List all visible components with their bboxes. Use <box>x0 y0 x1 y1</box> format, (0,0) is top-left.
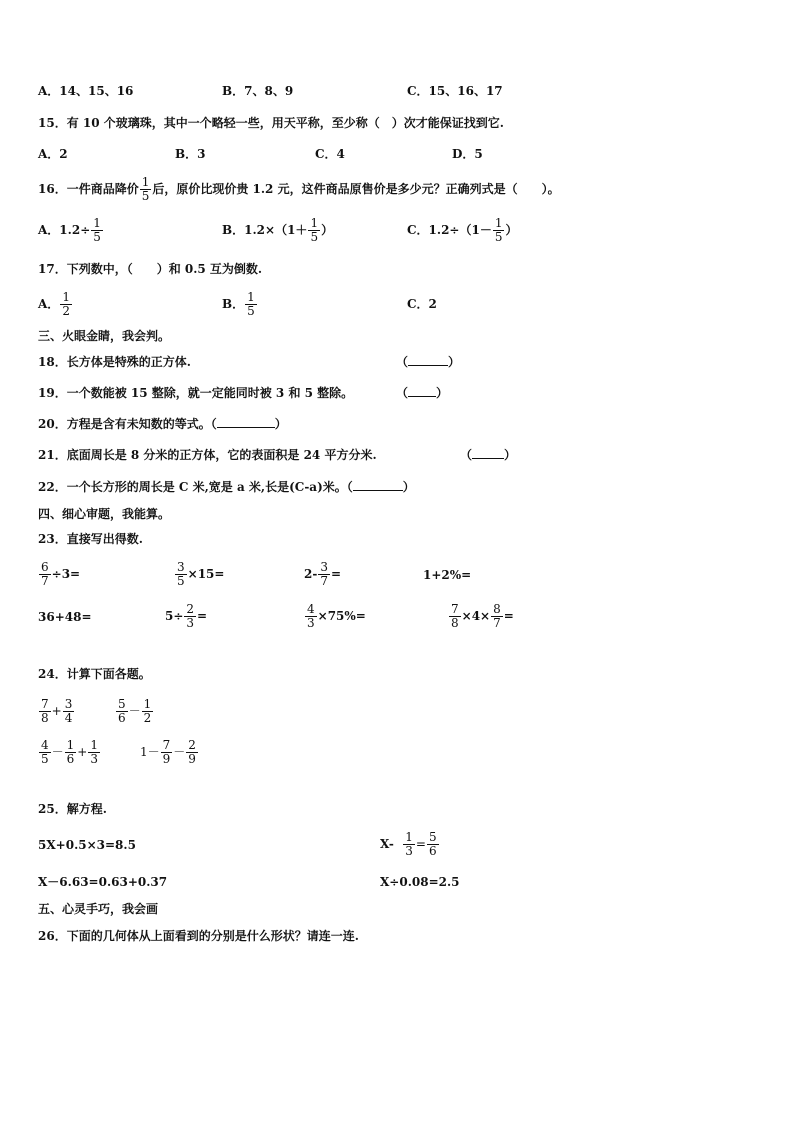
q16-option-c: C．1.2÷（1－ $\frac{1}{5}$ ） <box>407 216 518 244</box>
q23-expr-6: 5÷ $\frac{2}{3}$ = <box>165 602 208 630</box>
q16-fraction: $\frac{1}{5}$ <box>141 175 150 203</box>
q23-title: 23．直接写出得数. <box>38 532 143 546</box>
q23-expr-1: $\frac{6}{7}$ ÷3= <box>41 560 81 588</box>
q15-text: 15．有 10 个玻璃珠，其中一个略轻一些，用天平称，至少称（ ）次才能保证找到它. <box>38 116 504 130</box>
q25-equation-2: X- $\frac{1}{3}$ = $\frac{5}{6}$ <box>380 830 437 858</box>
q17-option-a: A． $\frac{1}{2}$ <box>38 290 70 318</box>
q25-equation-3: X－6.63=0.63+0.37 <box>38 875 168 889</box>
q17-option-b: B． $\frac{1}{5}$ <box>222 290 255 318</box>
q16-pre: 16．一件商品降价 <box>38 182 139 196</box>
q18-answer-blank[interactable]: （ ） <box>396 355 461 369</box>
q20-answer-blank[interactable] <box>217 417 275 428</box>
q21-text: 21．底面周长是 8 分米的正方体，它的表面积是 24 平方分米. <box>38 448 377 462</box>
q23-expr-8: $\frac{7}{8}$ ×4× $\frac{8}{7}$ = <box>451 602 514 630</box>
section-5-heading: 五、心灵手巧，我会画 <box>38 902 159 916</box>
q15-option-c: C．4 <box>315 147 345 161</box>
q20-text: 20．方程是含有未知数的等式。（ ） <box>38 417 287 431</box>
q18-text: 18．长方体是特殊的正方体. <box>38 355 191 369</box>
section-4-heading: 四、细心审题，我能算。 <box>38 507 171 521</box>
q24-expr-2: $\frac{5}{6}$ － $\frac{1}{2}$ <box>118 697 152 725</box>
q17-text: 17．下列数中，（ ）和 0.5 互为倒数. <box>38 262 263 276</box>
q17-option-c: C．2 <box>407 297 437 311</box>
q16-option-b: B．1.2×（1＋ $\frac{1}{5}$ ） <box>222 216 334 244</box>
q14-option-b: B．7、8、9 <box>222 84 294 98</box>
q16-text <box>38 174 560 204</box>
q25-equation-4: X÷0.08=2.5 <box>380 875 460 889</box>
q23-expr-5: 36+48= <box>38 610 92 624</box>
q15-option-d: D．5 <box>452 147 483 161</box>
q23-expr-7: $\frac{4}{3}$ ×75%= <box>307 602 366 630</box>
q21-answer-blank[interactable]: （ ） <box>460 448 517 462</box>
q19-text: 19．一个数能被 15 整除，就一定能同时被 3 和 5 整除。 <box>38 386 354 400</box>
q22-answer-blank[interactable] <box>353 480 403 491</box>
q24-expr-3: $\frac{4}{5}$ － $\frac{1}{6}$ + $\frac{1}{3}$ <box>41 738 98 766</box>
q14-option-a: A．14、15、16 <box>38 84 134 98</box>
q25-equation-1: 5X+0.5×3=8.5 <box>38 838 136 852</box>
q26-text: 26．下面的几何体从上面看到的分别是什么形状？请连一连. <box>38 929 359 943</box>
q16-post: 后，原价比现价贵 1.2 元，这件商品原售价是多少元？正确列式是（ ）。 <box>152 182 560 196</box>
q24-expr-4: 1－ $\frac{7}{9}$ － $\frac{2}{9}$ <box>140 738 196 766</box>
q14-option-c: C．15、16、17 <box>407 84 503 98</box>
q23-expr-4: 1+2%= <box>423 568 472 582</box>
q23-expr-3: 2- $\frac{3}{7}$ = <box>304 560 342 588</box>
q15-option-a: A．2 <box>38 147 68 161</box>
q24-expr-1: $\frac{7}{8}$ + $\frac{3}{4}$ <box>41 697 73 725</box>
q16-option-a: A．1.2÷ $\frac{1}{5}$ <box>38 216 101 244</box>
q22-text: 22．一个长方形的周长是 C 米,宽是 a 米,长是(C-a)米。（ ） <box>38 480 415 494</box>
q19-answer-blank[interactable]: （ ） <box>396 386 449 400</box>
q23-expr-2: $\frac{3}{5}$ ×15= <box>177 560 225 588</box>
q25-title: 25．解方程. <box>38 802 107 816</box>
section-3-heading: 三、火眼金睛，我会判。 <box>38 329 171 343</box>
q24-title: 24．计算下面各题。 <box>38 667 151 681</box>
q15-option-b: B．3 <box>175 147 206 161</box>
